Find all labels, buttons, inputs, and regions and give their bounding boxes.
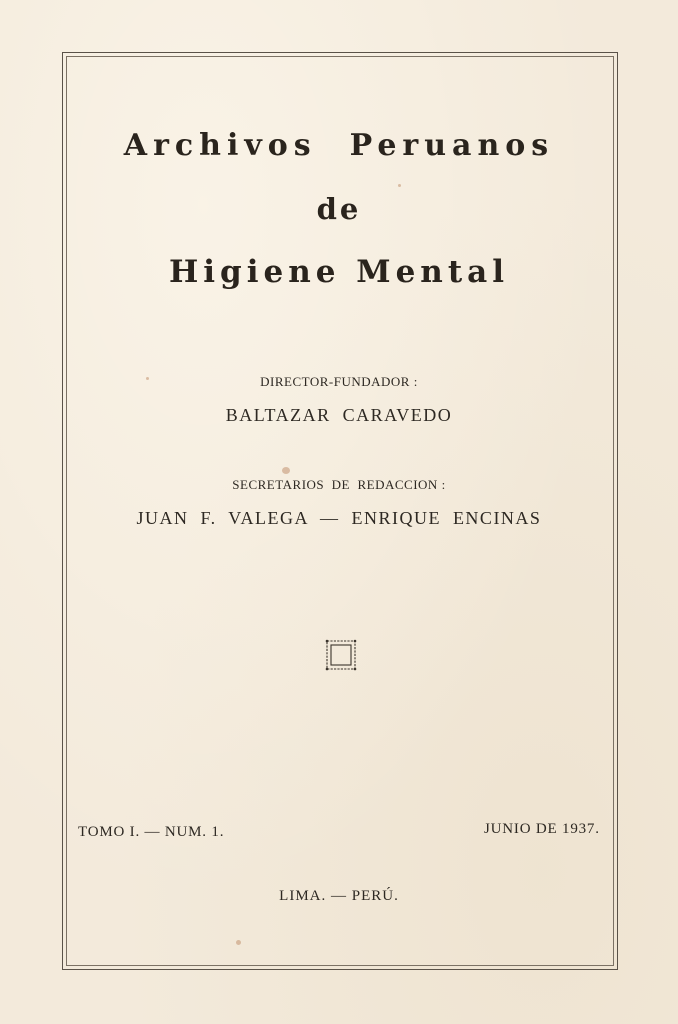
volume-number: TOMO I. — NUM. 1.	[78, 824, 225, 840]
journal-title-line-2: de	[316, 192, 362, 226]
paper-spot	[236, 940, 241, 945]
director-label: DIRECTOR-FUNDADOR :	[260, 374, 418, 389]
publication-place: LIMA. — PERÚ.	[279, 888, 399, 904]
journal-title-line-1: Archivos Peruanos	[123, 128, 555, 163]
square-ornament-icon	[322, 636, 360, 674]
secretaries-names: JUAN F. VALEGA — ENRIQUE ENCINAS	[136, 508, 542, 528]
paper-spot	[398, 184, 401, 187]
secretaries-label: SECRETARIOS DE REDACCION :	[232, 477, 446, 492]
paper-spot	[282, 467, 290, 474]
director-name: BALTAZAR CARAVEDO	[225, 405, 453, 425]
issue-date: JUNIO DE 1937.	[484, 821, 600, 837]
journal-title-line-3: Higiene Mental	[168, 254, 510, 290]
